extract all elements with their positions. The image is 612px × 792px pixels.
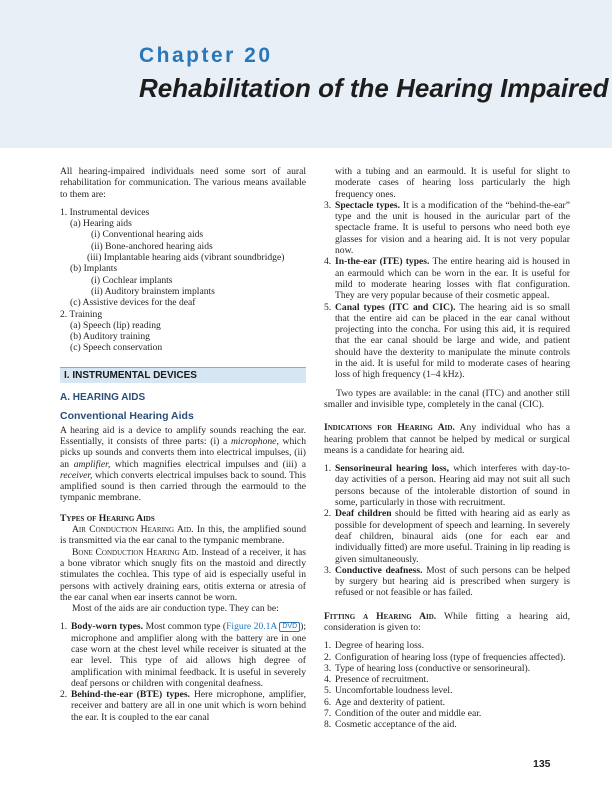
outline-item: (b) Implants: [70, 263, 118, 275]
list-item-ite: 4. In-the-ear (ITE) types. The entire hearing aid is housed in an earmould which can be worn in the ear. It is useful for mild to moderate hearing losses with flat configuration. They are very popular because of their cosmetic appeal.: [324, 256, 570, 302]
subsection-heading: A. HEARING AIDS: [60, 392, 146, 404]
fitting-item: 7. Condition of the outer and middle ear.: [324, 708, 482, 720]
outline-item: (c) Assistive devices for the deaf: [70, 297, 196, 309]
intro-paragraph: All hearing-impaired individuals need some sort of aural rehabilitation for communication. The various means available to them are:: [60, 166, 306, 200]
fitting-item: 1. Degree of hearing loss.: [324, 640, 424, 652]
outline-item: (a) Speech (lip) reading: [70, 319, 161, 331]
indication-item: 1. Sensorineural hearing loss, which interferes with day-to-day activities of a person. Hearing aid may not suit all such persons because of the intolerable distortion of sound in some, particularly in those with recruitment.: [324, 463, 570, 509]
outline-item: (c) Speech conservation: [70, 342, 163, 354]
outline-list: [60, 207, 306, 354]
left-column: [60, 166, 306, 723]
outline-item: 1. Instrumental devices: [60, 206, 150, 218]
section-heading: I. INSTRUMENTAL DEVICES: [60, 367, 306, 383]
outline-item: (a) Hearing aids: [70, 218, 132, 230]
conventional-paragraph: A hearing aid is a device to amplify sounds reaching the ear. Essentially, it consists of three parts: (i) a microphone, which picks up sounds and converts them into electrical impulses, (ii) an amplifier, which magnifies electrical impulses and (iii) a receiver, which converts electrical impulses back to sound. This amplified sound is then carried through the earmould to the tympanic membrane.: [60, 424, 306, 504]
bone-conduction-paragraph: Bone Conduction Hearing Aid. Instead of a receiver, it has a bone vibrator which snugly fits on the mastoid and directly stimulates the cochlea. This type of aid is especially useful in persons with actively draining ears, otitis externa or atresia of the ear canal when ear inserts cannot be worn.: [60, 546, 306, 603]
right-column: [324, 166, 570, 731]
list-item-body-worn: 1. Body-worn types. Most common type (Figure 20.1A DVD ); microphone and amplifier along with the battery are in one case worn at the chest level while receiver is situated at the ear level. This type of aid allows high degree of amplification with minimal feedback. It is useful in severely deaf persons or children with congenital deafness.: [60, 621, 307, 689]
chapter-title: Rehabilitation of the Hearing Impaired: [139, 73, 609, 103]
outline-item: (iii) Implantable hearing aids (vibrant soundbridge): [87, 252, 285, 264]
subsubsection-heading: Conventional Hearing Aids: [60, 410, 194, 423]
list-item-bte: 2. Behind-the-ear (BTE) types. Here microphone, amplifier, receiver and battery are all in one unit which is worn behind the ear. It is coupled to the ear canal: [60, 689, 307, 723]
indication-item: 2. Deaf children should be fitted with hearing aid as early as possible for development of speech and learning. In severely deaf children, binaural aids (one for each ear and individually fitted) are more useful. Training in lip reading is given simultaneously.: [324, 508, 570, 565]
indications-paragraph: Indications for Hearing Aid. Any individual who has a hearing problem that cannot be helped by medical or surgical means is a candidate for hearing aid.: [324, 422, 570, 456]
page-number: 135: [533, 758, 551, 770]
outline-item: (b) Auditory training: [70, 331, 150, 343]
indications-list: [324, 463, 570, 599]
two-types-paragraph: Two types are available: in the canal (ITC) and another still smaller and invisible type, completely in the canal (CIC).: [324, 387, 570, 410]
air-conduction-paragraph: Air Conduction Hearing Aid. In this, the amplified sound is transmitted via the ear canal to the tympanic membrane.: [60, 524, 306, 547]
fitting-list: [324, 640, 570, 730]
outline-item: (i) Cochlear implants: [91, 274, 173, 286]
dvd-icon[interactable]: DVD: [279, 622, 300, 632]
chapter-label: Chapter 20: [139, 44, 273, 67]
figure-link[interactable]: Figure 20.1A: [226, 621, 277, 633]
list-item-spectacle: 3. Spectacle types. It is a modification of the “behind-the-ear” type and the unit is housed in the auricular part of the spectacle frame. It is useful to persons who need both eye glasses for vision and a hearing aid. It is not very popular now.: [324, 199, 570, 257]
fitting-item: 6. Age and dexterity of patient.: [324, 696, 446, 708]
fitting-item: 3. Type of hearing loss (conductive or sensorineural).: [324, 662, 531, 674]
most-aids-paragraph: Most of the aids are air conduction type. They can be:: [72, 603, 279, 615]
types-heading: Types of Hearing Aids: [60, 512, 155, 524]
bte-continuation: with a tubing and an earmould. It is useful for slight to moderate cases of hearing loss particularly the high frequency ones.: [335, 166, 570, 200]
fitting-item: 8. Cosmetic acceptance of the aid.: [324, 719, 457, 731]
chapter-header: [0, 0, 612, 148]
fitting-item: 4. Presence of recruitment.: [324, 674, 429, 686]
indication-item: 3. Conductive deafness. Most of such persons can be helped by surgery but hearing aid is prescribed when surgery is refused or not feasible or has failed.: [324, 564, 570, 599]
fitting-item: 5. Uncomfortable loudness level.: [324, 685, 453, 697]
fitting-paragraph: Fitting a Hearing Aid. While fitting a hearing aid, consideration is given to:: [324, 610, 570, 633]
fitting-item: 2. Configuration of hearing loss (type of frequencies affected).: [324, 651, 566, 663]
outline-item: 2. Training: [60, 308, 103, 320]
list-item-canal: 5. Canal types (ITC and CIC). The hearing aid is so small that the entire aid can be placed in the ear canal without projecting into the concha. For using this aid, it is required that the ear canal should be large and wide, and patient should have the dexterity to manipulate the minute controls in the aid. It is useful for mild to moderate cases of hearing loss of high frequency (1–4 kHz).: [324, 301, 570, 381]
outline-item: (ii) Auditory brainstem implants: [91, 285, 215, 297]
outline-item: (ii) Bone-anchored hearing aids: [91, 240, 213, 252]
outline-item: (i) Conventional hearing aids: [91, 229, 204, 241]
